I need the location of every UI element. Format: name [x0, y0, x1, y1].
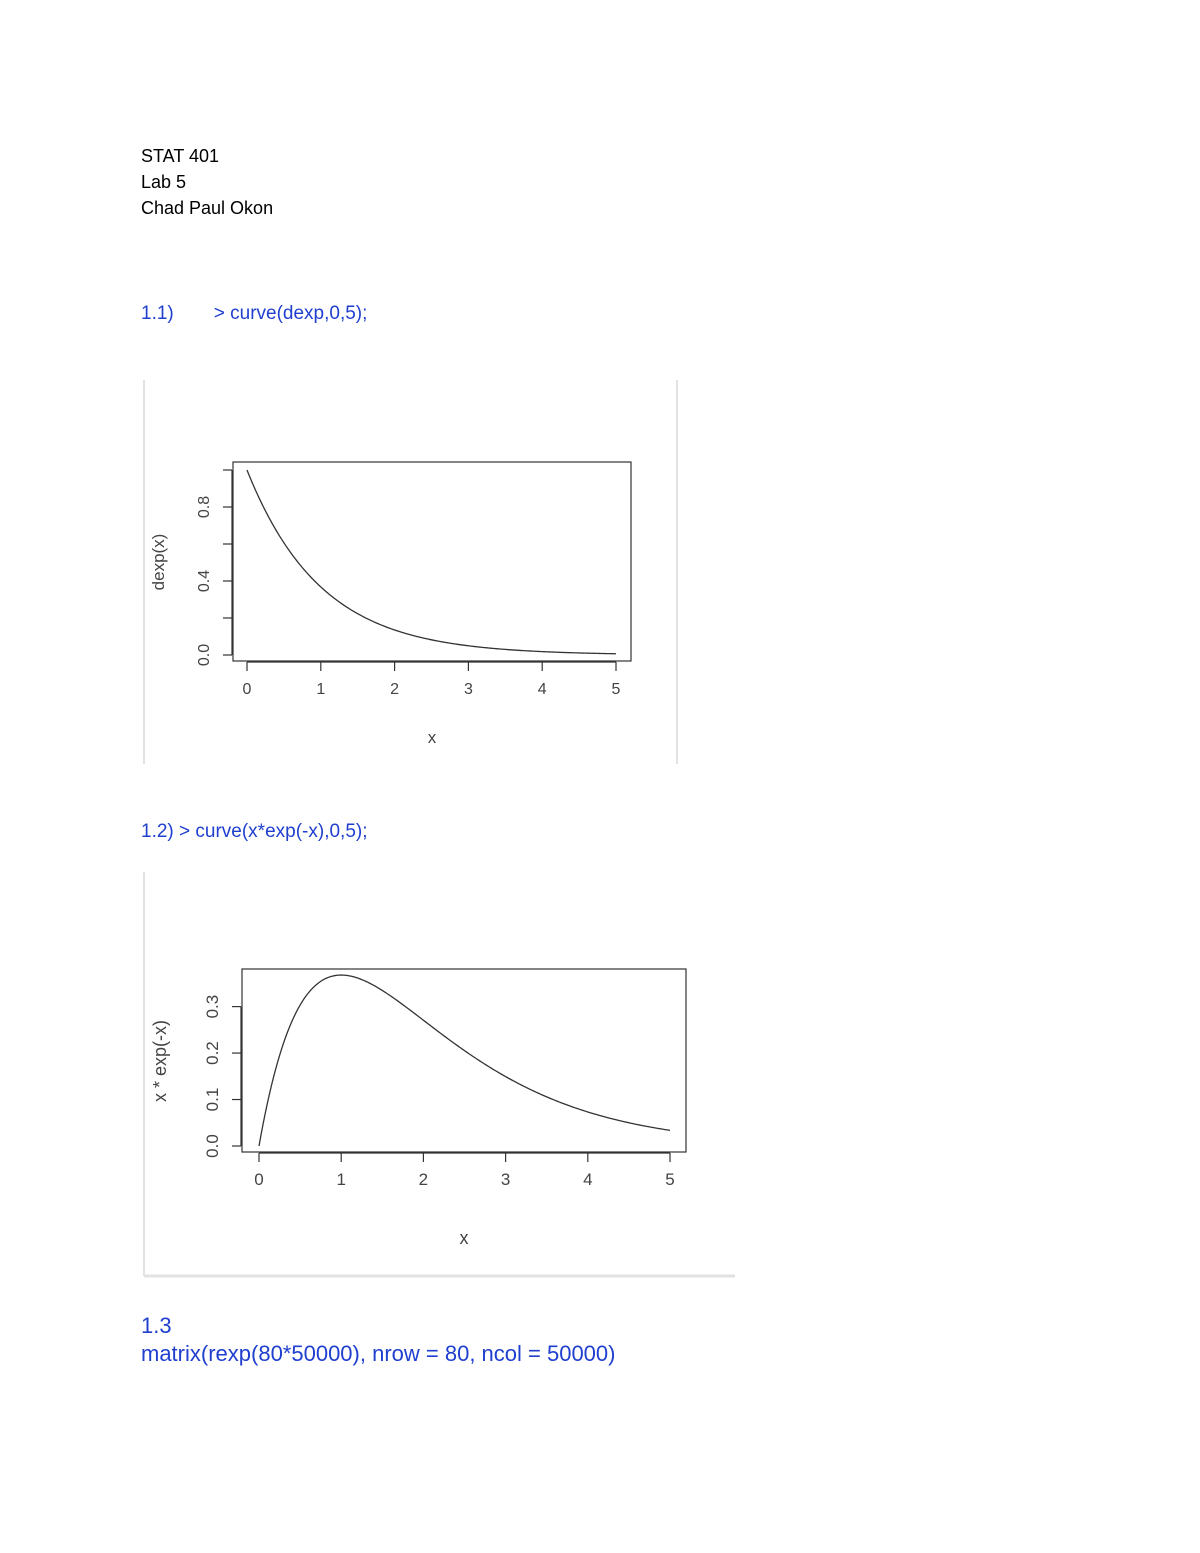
y-tick-label: 0.3 — [203, 994, 222, 1019]
y-tick-label: 0.1 — [203, 1087, 222, 1112]
x-tick-label: 0 — [254, 1170, 264, 1189]
question-1-1 — [141, 303, 367, 325]
x-axis — [243, 662, 621, 698]
y-axis-label: dexp(x) — [149, 533, 168, 591]
x-axis-label: x — [427, 728, 437, 747]
question-1-1-command: > curve(dexp,0,5); — [213, 303, 368, 324]
y-tick-label: 0.4 — [196, 569, 213, 593]
course-title: STAT 401 — [141, 146, 220, 166]
x-axis-label: x — [459, 1228, 469, 1248]
x-tick-label: 4 — [537, 681, 547, 698]
author-name: Chad Paul Okon — [141, 198, 274, 218]
y-axis-label: x * exp(-x) — [150, 1019, 170, 1103]
y-tick-label: 0.8 — [196, 495, 213, 519]
x-tick-label: 3 — [500, 1170, 511, 1189]
y-tick-label: 0.0 — [196, 643, 213, 667]
y-axis — [196, 470, 232, 666]
x-tick-label: 5 — [665, 1170, 675, 1189]
x-tick-label: 5 — [611, 681, 621, 698]
x-tick-label: 1 — [316, 681, 326, 698]
question-1-3-number: 1.3 — [141, 1313, 172, 1338]
question-1-1-number: 1.1) — [141, 303, 174, 324]
y-tick-label: 0.2 — [203, 1041, 222, 1065]
x-tick-label: 2 — [390, 681, 400, 698]
curve-line — [259, 975, 670, 1146]
y-tick-label: 0.0 — [203, 1134, 222, 1158]
question-1-2: 1.2) > curve(x*exp(-x),0,5); — [141, 821, 368, 842]
plot-dexp — [141, 376, 681, 766]
question-1-3-command: matrix(rexp(80*50000), nrow = 80, ncol = 50000) — [141, 1341, 616, 1366]
plot-x-exp — [141, 868, 737, 1282]
plot-box — [233, 462, 631, 661]
x-axis — [254, 1153, 674, 1189]
x-tick-label: 1 — [336, 1170, 346, 1189]
x-tick-label: 4 — [583, 1170, 593, 1189]
y-axis — [203, 995, 241, 1158]
x-tick-label: 3 — [463, 681, 473, 698]
plot-box — [242, 969, 686, 1152]
lab-title: Lab 5 — [141, 172, 187, 192]
curve-line — [247, 470, 616, 654]
x-tick-label: 2 — [418, 1170, 429, 1189]
x-tick-label: 0 — [242, 681, 252, 698]
